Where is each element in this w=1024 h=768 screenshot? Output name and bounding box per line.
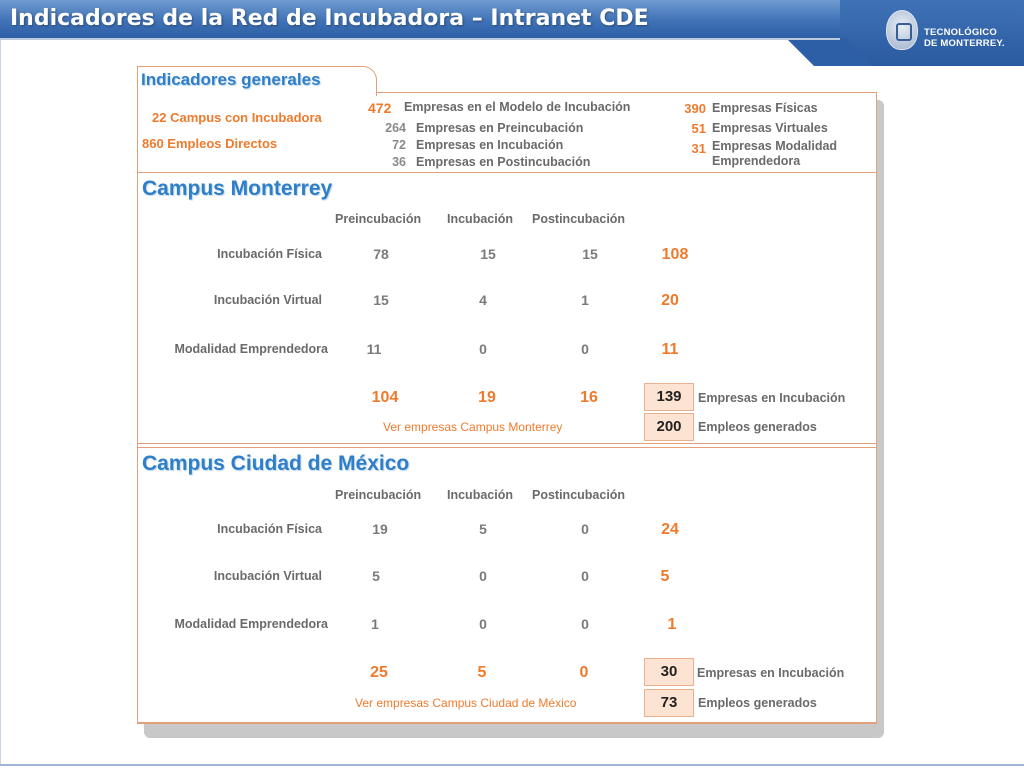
general-title: Indicadores generales [141, 70, 321, 89]
monterrey-title: Campus Monterrey [142, 177, 333, 200]
row-label: Modalidad Emprendedora [174, 342, 328, 356]
cell-total: 11 [661, 341, 679, 358]
col-header-post: Postincubación [532, 488, 626, 502]
post-label: Empresas en Postincubación [416, 155, 591, 169]
cell-inc: 5 [479, 521, 487, 537]
empresas-label: Empresas en Incubación [698, 391, 846, 405]
cell-pre: 15 [373, 292, 389, 308]
total-pre: 25 [370, 664, 388, 681]
total-post: 16 [580, 389, 598, 406]
row-label: Incubación Física [217, 522, 322, 536]
empleos-label: Empleos generados [698, 420, 817, 434]
ver-empresas-cdmx-link[interactable]: Ver empresas Campus Ciudad de México [355, 696, 577, 710]
col-header-pre: Preincubación [335, 488, 422, 502]
cell-post: 0 [581, 521, 589, 537]
col-header-pre: Preincubación [335, 212, 422, 226]
cell-inc: 0 [479, 616, 487, 632]
logo-area [840, 0, 1024, 66]
row-label: Incubación Virtual [213, 569, 322, 583]
cell-pre: 1 [371, 616, 379, 632]
cell-total: 108 [661, 246, 689, 263]
logo-text: TECNOLÓGICO DE MONTERREY. [924, 27, 1005, 49]
post-num: 36 [392, 155, 406, 169]
cell-post: 0 [581, 568, 589, 584]
total-inc: 19 [478, 389, 496, 406]
header-bar [0, 0, 1024, 66]
cell-post: 0 [581, 341, 589, 357]
total-inc: 5 [477, 664, 487, 681]
virtuales-num: 51 [691, 121, 706, 136]
fisicas-label: Empresas Físicas [712, 101, 818, 115]
empleos-directos: 860 Empleos Directos [142, 136, 278, 151]
cell-pre: 11 [366, 341, 382, 357]
empleos-total-box: 200 [644, 413, 694, 441]
modelo-num: 472 [368, 100, 392, 116]
virtuales-label: Empresas Virtuales [712, 121, 828, 135]
cell-inc: 15 [480, 246, 496, 262]
empleos-label: Empleos generados [698, 696, 817, 710]
cell-pre: 19 [372, 521, 388, 537]
cell-inc: 0 [479, 341, 487, 357]
row-label: Modalidad Emprendedora [174, 617, 328, 631]
cell-total: 24 [661, 521, 679, 538]
cell-inc: 4 [479, 292, 487, 308]
empresas-total-box: 30 [644, 658, 694, 686]
cell-pre: 5 [372, 568, 380, 584]
col-header-inc: Incubación [447, 488, 513, 502]
empresas-total-box: 139 [644, 383, 694, 411]
divider [0, 40, 1, 766]
cell-total: 1 [667, 616, 677, 633]
cell-post: 1 [581, 292, 589, 308]
cell-post: 15 [582, 246, 598, 262]
inc-label: Empresas en Incubación [416, 138, 564, 152]
modalidad-num: 31 [691, 141, 706, 156]
cell-total: 20 [661, 292, 679, 309]
pre-label: Empresas en Preincubación [416, 121, 584, 135]
modalidad-label-2: Emprendedora [712, 154, 801, 168]
campus-count: 22 Campus con Incubadora [152, 110, 322, 125]
cdmx-title: Campus Ciudad de México [142, 452, 410, 475]
cell-inc: 0 [479, 568, 487, 584]
modelo-label: Empresas en el Modelo de Incubación [404, 100, 631, 114]
ver-empresas-monterrey-link[interactable]: Ver empresas Campus Monterrey [383, 420, 563, 434]
row-label: Incubación Física [217, 247, 322, 261]
pre-num: 264 [385, 121, 406, 135]
inc-num: 72 [392, 138, 406, 152]
total-pre: 104 [371, 389, 399, 406]
col-header-inc: Incubación [447, 212, 513, 226]
cell-pre: 78 [373, 246, 389, 262]
cell-total: 5 [660, 568, 670, 585]
total-post: 0 [579, 664, 589, 681]
tec-seal-icon [886, 10, 918, 50]
cell-post: 0 [581, 616, 589, 632]
col-header-post: Postincubación [532, 212, 626, 226]
modalidad-label-1: Empresas Modalidad [712, 139, 838, 153]
empresas-label: Empresas en Incubación [697, 666, 845, 680]
divider [0, 38, 840, 40]
divider [0, 764, 1024, 766]
empleos-total-box: 73 [644, 689, 694, 717]
row-label: Incubación Virtual [213, 293, 322, 307]
page-title: Indicadores de la Red de Incubadora – Intranet CDE [10, 6, 649, 31]
fisicas-num: 390 [684, 101, 706, 116]
